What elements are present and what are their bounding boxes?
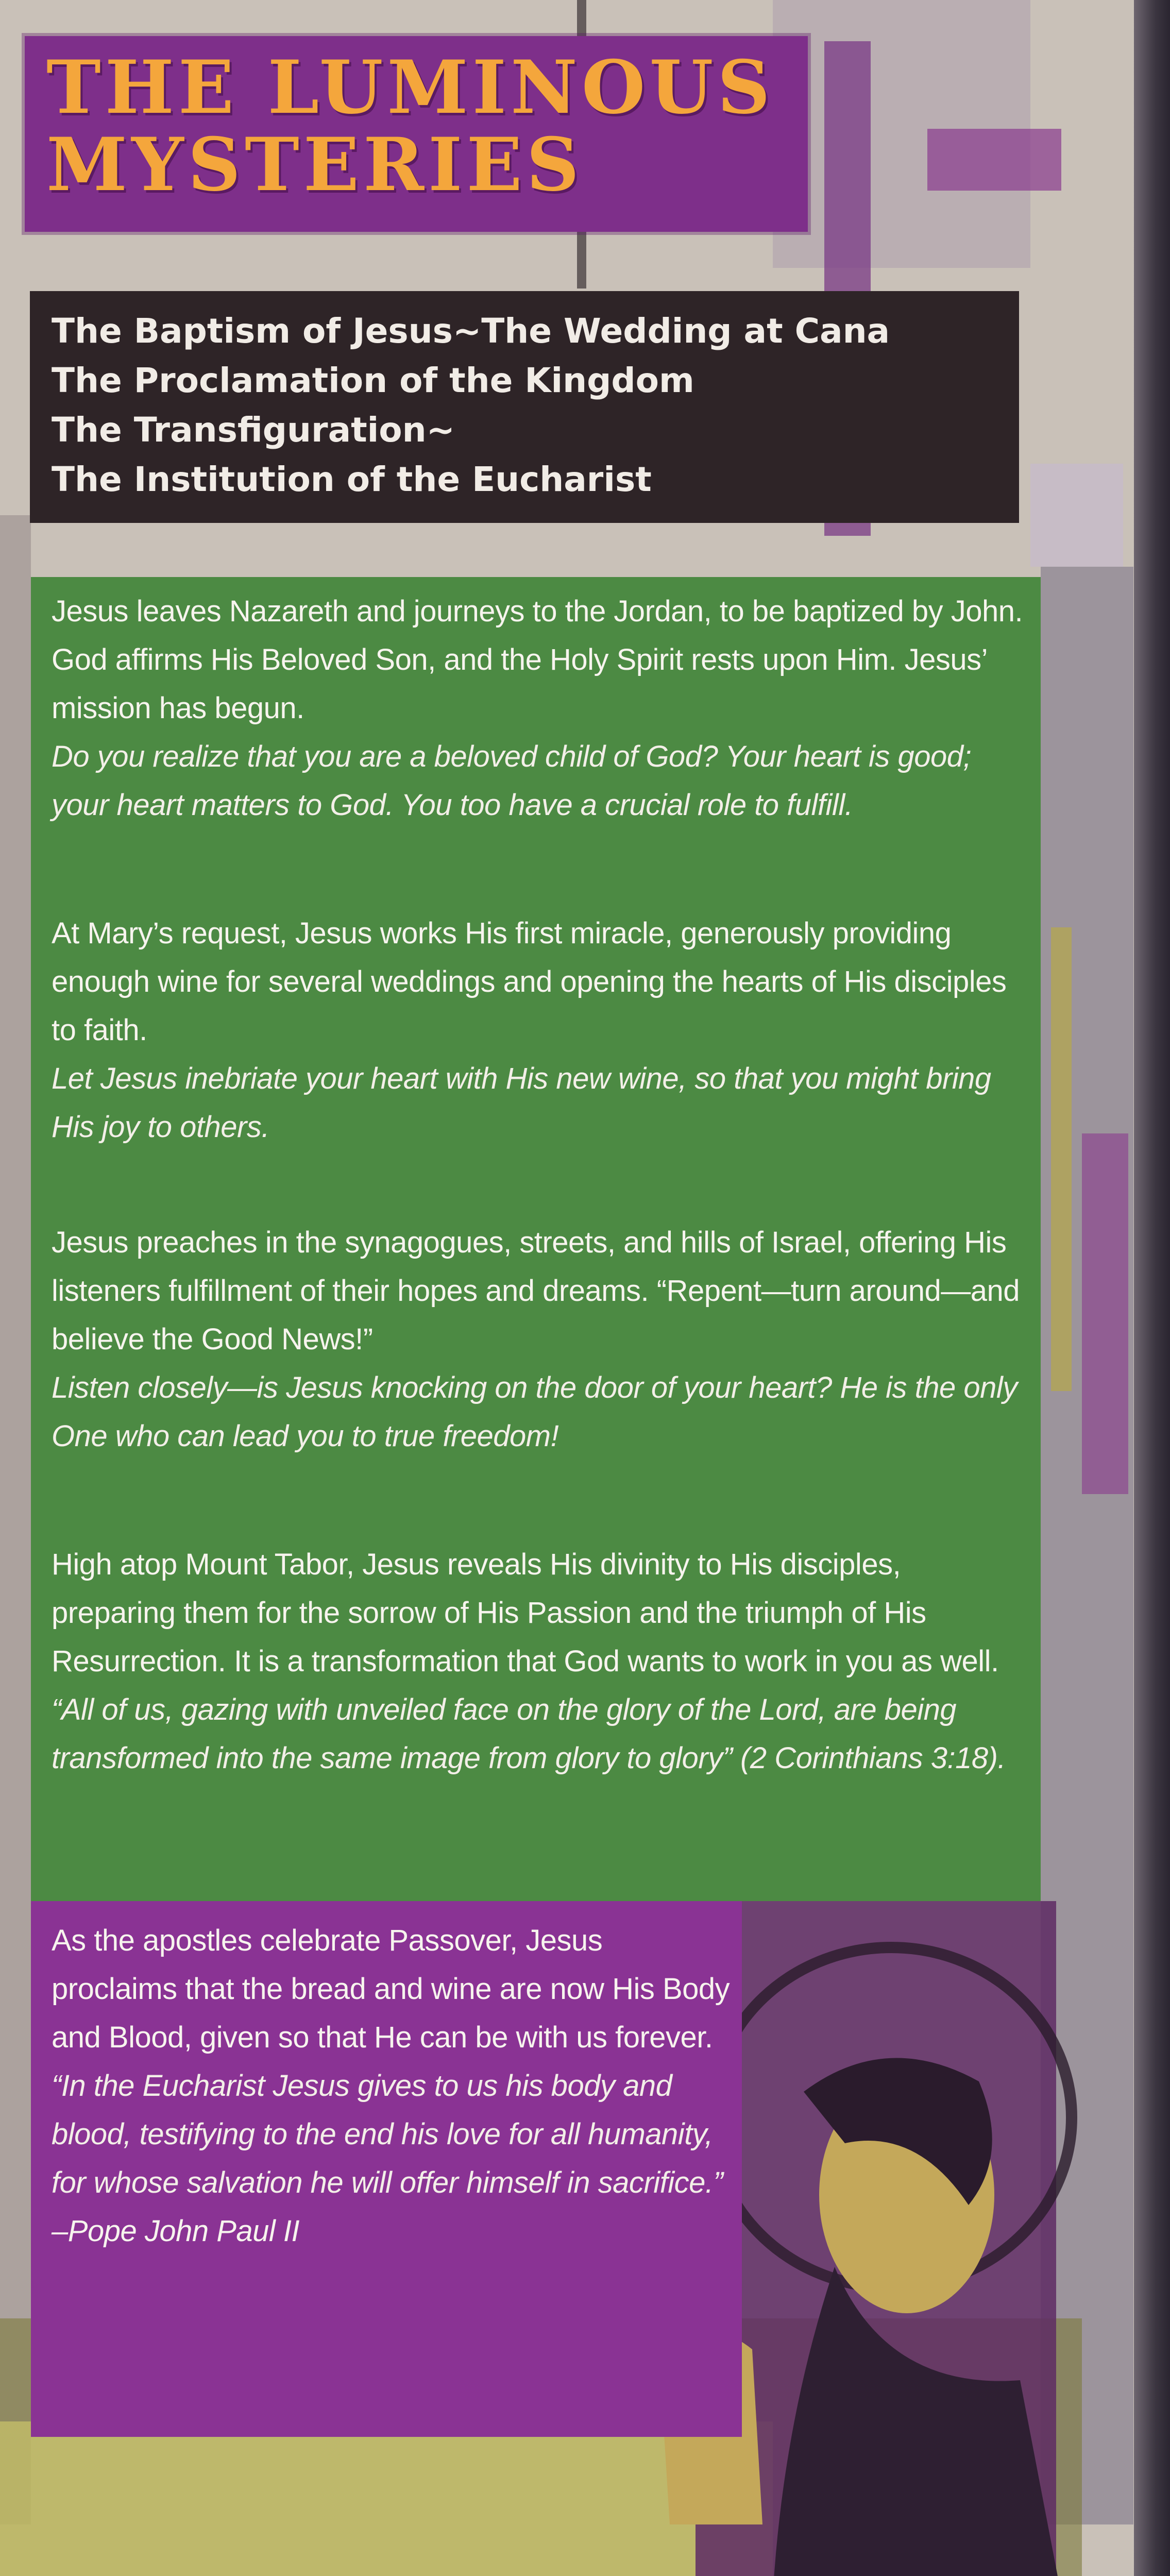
quote-attribution: –Pope John Paul II (52, 2214, 300, 2248)
meditation-quote: “In the Eucharist Jesus gives to us his body and blood, testifying to the end his love for all humanity, for whose salvation he will offer himself in sacrifice.” (52, 2069, 723, 2199)
meditation-text: As the apostles celebrate Passover, Jesus proclaims that the bread and wine are now His Body and Blood, given so that He can be with us forever. (52, 1924, 730, 2054)
meditation-text: At Mary’s request, Jesus works His first miracle, generously providing enough wine for several weddings and opening the hearts of His disciples to faith. (52, 917, 1007, 1047)
mystery-item: The Proclamation of the Kingdom (52, 361, 694, 400)
mysteries-list (52, 307, 1010, 504)
page-edge (1134, 0, 1170, 2576)
transfiguration-meditation (52, 1540, 1030, 1783)
meditation-reflection: Let Jesus inebriate your heart with His new wine, so that you might bring His joy to others. (52, 1062, 991, 1144)
mystery-item: The Baptism of Jesus~The Wedding at Cana (52, 311, 890, 351)
eucharist-meditation (52, 1917, 732, 2256)
mystery-item: The Transfiguration~ (52, 410, 455, 450)
meditation-reflection: Do you realize that you are a beloved child of God? Your heart is good; your heart matters to God. You too have a crucial role to fulfill. (52, 740, 972, 822)
proclamation-meditation (52, 1218, 1030, 1461)
cana-meditation (52, 909, 1030, 1151)
mystery-item: The Institution of the Eucharist (52, 460, 652, 499)
meditation-text: High atop Mount Tabor, Jesus reveals His divinity to His disciples, preparing them for the sorrow of His Passion and the triumph of His Resurrection. It is a transformation that God wants to work in you as well. (52, 1548, 999, 1678)
meditation-text: Jesus preaches in the synagogues, streets, and hills of Israel, offering His listeners fulfillment of their hopes and dreams. “Repent—turn around—and believe the Good News!” (52, 1226, 1020, 1356)
meditation-text: Jesus leaves Nazareth and journeys to the Jordan, to be baptized by John. God affirms His Beloved Son, and the Holy Spirit rests upon Him. Jesus’ mission has begun. (52, 595, 1023, 725)
page-title: THE LUMINOUS MYSTERIES (46, 45, 774, 208)
meditation-reflection: “All of us, gazing with unveiled face on the glory of the Lord, are being transformed into the same image from glory to glory” (2 Corinthians 3:18). (52, 1693, 1006, 1775)
baptism-meditation (52, 587, 1030, 829)
meditation-reflection: Listen closely—is Jesus knocking on the door of your heart? He is the only One who can lead you to true freedom! (52, 1371, 1018, 1453)
